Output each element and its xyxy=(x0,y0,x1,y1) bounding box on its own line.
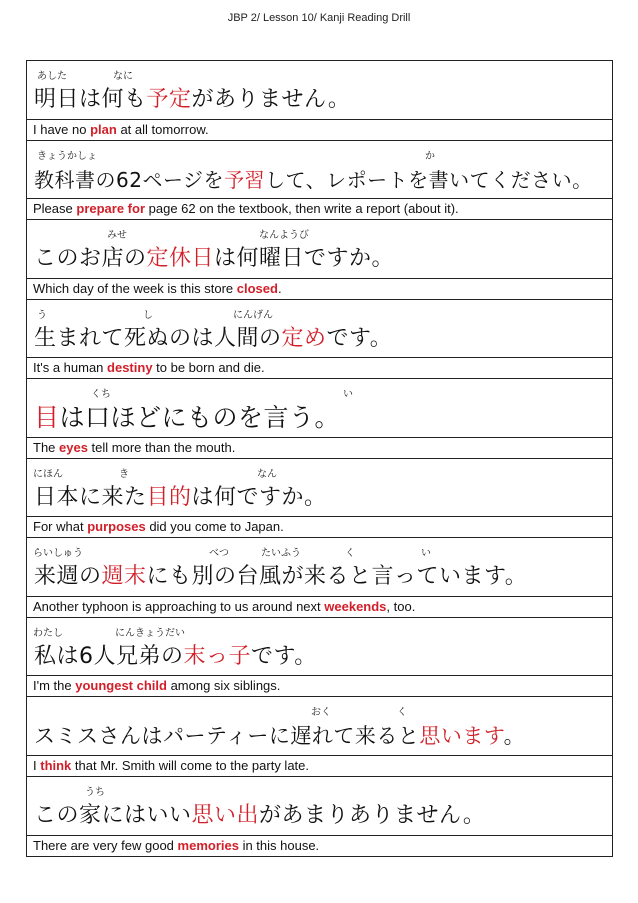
highlighted-meaning: youngest child xyxy=(75,678,167,693)
highlighted-meaning: purposes xyxy=(87,519,146,534)
drill-row xyxy=(27,61,612,141)
furigana-reading: し xyxy=(143,309,153,321)
sentence-segment: 私は6人兄弟の xyxy=(34,643,184,669)
sentence-segment: がありません。 xyxy=(191,87,351,112)
furigana-reading: みせ xyxy=(107,230,127,241)
sentence-segment: は口ほどにものを言う。 xyxy=(59,403,341,432)
sentence-segment: にも別の台風が来ると言っています。 xyxy=(146,564,528,589)
target-kanji-word: 思い出 xyxy=(191,802,260,828)
target-kanji-word: 定休日 xyxy=(146,246,215,271)
english-translation xyxy=(27,675,612,696)
target-kanji-word: 目 xyxy=(34,403,60,432)
drill-table xyxy=(26,60,613,857)
furigana-reading: にんげん xyxy=(233,309,273,321)
drill-row xyxy=(27,141,612,221)
furigana-reading: い xyxy=(421,548,431,559)
sentence-segment: があまりありません。 xyxy=(259,802,486,828)
sentence-segment: スミスさんはパーティーに遅れて来ると xyxy=(34,724,420,748)
furigana-reading: らいしゅう xyxy=(33,548,83,559)
sentence-segment: 。 xyxy=(503,724,526,748)
translation-segment: , too. xyxy=(386,598,416,614)
translation-segment: I have no xyxy=(33,121,91,137)
target-kanji-word: 思います xyxy=(419,724,504,748)
page-header: JBP 2/ Lesson 10/ Kanji Reading Drill xyxy=(227,12,411,24)
english-translation xyxy=(27,278,612,299)
furigana-reading: たいふう xyxy=(261,548,301,559)
drill-row xyxy=(27,777,612,857)
furigana-reading: か xyxy=(425,150,435,162)
translation-segment: tell more than the mouth. xyxy=(87,439,236,455)
english-translation xyxy=(27,198,612,219)
translation-segment: page 62 on the textbook, then write a report (about it). xyxy=(145,201,459,216)
japanese-sentence xyxy=(34,562,608,592)
target-kanji-word: 週末 xyxy=(101,564,147,589)
translation-segment: among six siblings. xyxy=(166,678,281,693)
translation-segment: Which day of the week is this store xyxy=(33,280,237,296)
translation-segment: I'm the xyxy=(33,678,76,693)
furigana-reading: く xyxy=(397,707,407,718)
highlighted-meaning: destiny xyxy=(107,360,153,375)
furigana-reading: なん xyxy=(257,468,277,480)
target-kanji-word: 末っ子 xyxy=(183,643,252,669)
translation-segment: did you come to Japan. xyxy=(145,519,284,534)
translation-segment: There are very few good xyxy=(33,838,178,853)
highlighted-meaning: plan xyxy=(90,121,117,137)
drill-row xyxy=(27,379,612,459)
translation-segment: Please xyxy=(33,201,77,216)
furigana-reading: なんようび xyxy=(259,230,309,241)
english-translation xyxy=(27,516,612,537)
translation-segment: to be born and die. xyxy=(152,360,265,375)
drill-row xyxy=(27,697,612,777)
japanese-sentence xyxy=(34,801,608,831)
highlighted-meaning: eyes xyxy=(59,439,88,455)
furigana-reading: なに xyxy=(113,71,133,82)
english-translation xyxy=(27,755,612,776)
sentence-segment: は何ですか。 xyxy=(191,484,327,510)
translation-segment: I xyxy=(33,757,41,773)
furigana-reading: い xyxy=(343,389,353,400)
target-kanji-word: 予定 xyxy=(146,87,192,112)
translation-segment: . xyxy=(277,280,282,296)
japanese-sentence xyxy=(34,85,608,115)
japanese-sentence xyxy=(34,642,608,672)
furigana-reading: わたし xyxy=(33,627,63,639)
sentence-segment: この家にはいい xyxy=(34,802,192,828)
drill-row xyxy=(27,618,612,698)
japanese-sentence xyxy=(34,483,608,513)
japanese-sentence xyxy=(34,165,608,195)
furigana-reading: にんきょうだい xyxy=(115,627,185,639)
target-kanji-word: 定め xyxy=(281,325,327,351)
target-kanji-word: 目的 xyxy=(146,484,192,510)
sentence-segment: は何曜日ですか。 xyxy=(214,246,395,271)
sentence-segment: して、レポートを書いてください。 xyxy=(265,167,593,192)
highlighted-meaning: prepare for xyxy=(76,201,146,216)
translation-segment: It's a human xyxy=(33,360,108,375)
translation-segment: at all tomorrow. xyxy=(116,121,209,137)
highlighted-meaning: weekends xyxy=(324,598,387,614)
furigana-reading: にほん xyxy=(33,468,63,480)
drill-row xyxy=(27,300,612,380)
drill-row xyxy=(27,459,612,539)
furigana-reading: き xyxy=(119,468,129,480)
japanese-sentence xyxy=(34,244,608,274)
sentence-segment: です。 xyxy=(326,325,393,351)
furigana-reading: あした xyxy=(37,71,67,82)
japanese-sentence xyxy=(34,721,608,751)
furigana-reading: きょうかしょ xyxy=(37,150,97,162)
drill-row xyxy=(27,220,612,300)
furigana-reading: うち xyxy=(85,786,105,798)
english-translation xyxy=(27,437,612,458)
english-translation xyxy=(27,119,612,140)
japanese-sentence xyxy=(34,403,608,433)
sentence-segment: です。 xyxy=(251,643,317,669)
sentence-segment: 生まれて死ぬのは人間の xyxy=(34,325,282,351)
translation-segment: that Mr. Smith will come to the party late. xyxy=(71,757,309,773)
furigana-reading: べつ xyxy=(209,548,229,559)
sentence-segment: このお店の xyxy=(34,246,147,271)
translation-segment: Another typhoon is approaching to us around next xyxy=(33,598,325,614)
english-translation xyxy=(27,835,612,856)
furigana-reading: くち xyxy=(91,389,111,400)
furigana-reading: おく xyxy=(311,707,331,718)
sentence-segment: 明日は何も xyxy=(34,87,147,112)
translation-segment: The xyxy=(33,439,60,455)
sentence-segment: 教科書の62ページを xyxy=(34,167,225,192)
highlighted-meaning: closed xyxy=(236,280,278,296)
english-translation xyxy=(27,596,612,617)
furigana-reading: く xyxy=(345,548,355,559)
highlighted-meaning: memories xyxy=(177,838,239,853)
drill-row xyxy=(27,538,612,618)
highlighted-meaning: think xyxy=(40,757,72,773)
japanese-sentence xyxy=(34,324,608,354)
furigana-reading: う xyxy=(37,309,47,321)
translation-segment: For what xyxy=(33,519,88,534)
english-translation xyxy=(27,357,612,378)
target-kanji-word: 予習 xyxy=(224,167,266,192)
translation-segment: in this house. xyxy=(238,838,320,853)
sentence-segment: 日本に来た xyxy=(34,484,147,510)
sentence-segment: 来週の xyxy=(34,564,102,589)
